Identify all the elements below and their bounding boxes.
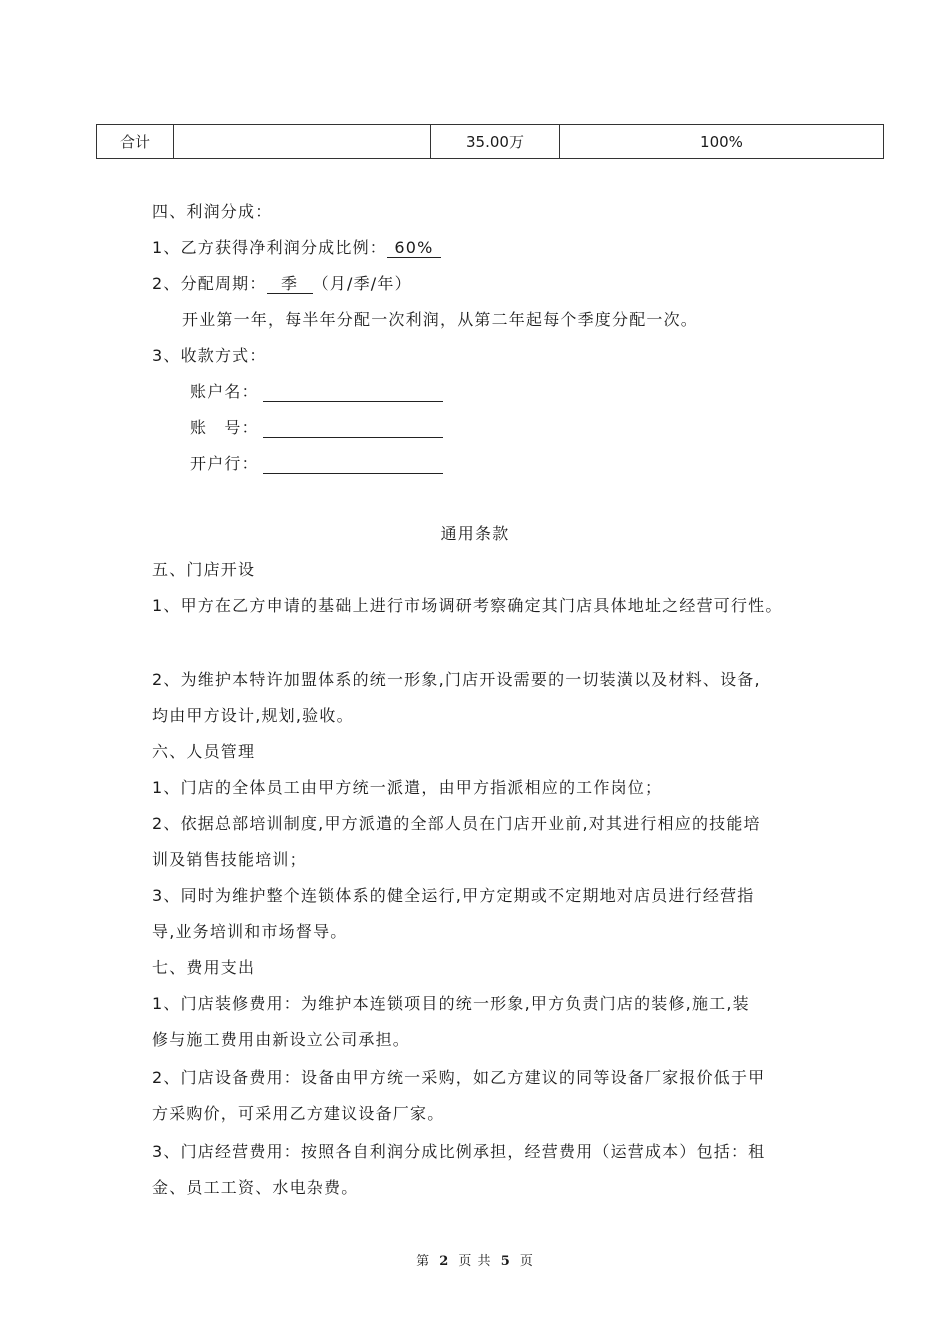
- account-number-blank: [263, 421, 443, 438]
- section6-paragraph-2-line-1: 2、依据总部培训制度,甲方派遣的全部人员在门店开业前,对其进行相应的技能培: [152, 814, 761, 833]
- footer-prefix: 第: [416, 1254, 431, 1269]
- account-number-line: [190, 418, 443, 438]
- amount-cell: 35.00万: [431, 125, 560, 159]
- percent-cell: 100%: [560, 125, 884, 159]
- section7-paragraph-2-line-2: 方采购价，可采用乙方建议设备厂家。: [152, 1104, 445, 1123]
- section7-paragraph-3-line-2: 金、员工工资、水电杂费。: [152, 1178, 359, 1197]
- section7-paragraph-2-line-1: 2、门店设备费用：设备由甲方统一采购，如乙方建议的同等设备厂家报价低于甲: [152, 1068, 766, 1087]
- footer-total-pages: 5: [500, 1254, 511, 1269]
- empty-cell: [174, 125, 431, 159]
- account-name-label: 账户名：: [190, 382, 259, 401]
- bank-label: 开户行：: [190, 454, 259, 473]
- section5-paragraph-1: 1、甲方在乙方申请的基础上进行市场调研考察确定其门店具体地址之经营可行性。: [152, 596, 783, 615]
- section6-paragraph-2-line-2: 训及销售技能培训；: [152, 850, 307, 869]
- total-table: [96, 124, 884, 159]
- payment-method-heading: 3、收款方式：: [152, 346, 267, 365]
- distribution-period-value: 季: [267, 275, 313, 294]
- bank-line: [190, 454, 443, 474]
- section5-paragraph-2-line-1: 2、为维护本特许加盟体系的统一形象,门店开设需要的一切装潢以及材料、设备,: [152, 670, 761, 689]
- section5-heading: 五、门店开设: [152, 560, 256, 579]
- account-name-blank: [263, 385, 443, 402]
- distribution-period-options: （月/季/年）: [312, 274, 412, 293]
- page-footer: [0, 1250, 950, 1269]
- section7-paragraph-3-line-1: 3、门店经营费用：按照各自利润分成比例承担，经营费用（运营成本）包括：租: [152, 1142, 766, 1161]
- table-row: [97, 125, 884, 159]
- section6-paragraph-3-line-2: 导,业务培训和市场督导。: [152, 922, 348, 941]
- section7-heading: 七、费用支出: [152, 958, 256, 977]
- section4-heading: 四、利润分成：: [152, 202, 273, 221]
- profit-share-value: 60%: [387, 239, 441, 258]
- footer-suffix: 页: [519, 1254, 534, 1269]
- footer-middle: 页 共: [458, 1254, 492, 1269]
- distribution-period-label: 2、分配周期：: [152, 274, 267, 293]
- bank-blank: [263, 457, 443, 474]
- account-name-line: [190, 382, 443, 402]
- section6-heading: 六、人员管理: [152, 742, 256, 761]
- distribution-note: 开业第一年，每半年分配一次利润，从第二年起每个季度分配一次。: [182, 310, 699, 329]
- section6-paragraph-1: 1、门店的全体员工由甲方统一派遣，由甲方指派相应的工作岗位；: [152, 778, 663, 797]
- section5-paragraph-2-line-2: 均由甲方设计,规划,验收。: [152, 706, 354, 725]
- footer-page-number: 2: [439, 1254, 450, 1269]
- profit-share-label: 1、乙方获得净利润分成比例：: [152, 238, 387, 257]
- account-number-label: 账 号：: [190, 418, 259, 437]
- section7-paragraph-1-line-1: 1、门店装修费用：为维护本连锁项目的统一形象,甲方负责门店的装修,施工,装: [152, 994, 750, 1013]
- section6-paragraph-3-line-1: 3、同时为维护整个连锁体系的健全运行,甲方定期或不定期地对店员进行经营指: [152, 886, 755, 905]
- general-terms-title: 通用条款: [440, 524, 510, 543]
- distribution-period-line: [152, 274, 412, 294]
- total-label-cell: 合计: [97, 125, 174, 159]
- section7-paragraph-1-line-2: 修与施工费用由新设立公司承担。: [152, 1030, 411, 1049]
- profit-share-line: [152, 238, 441, 258]
